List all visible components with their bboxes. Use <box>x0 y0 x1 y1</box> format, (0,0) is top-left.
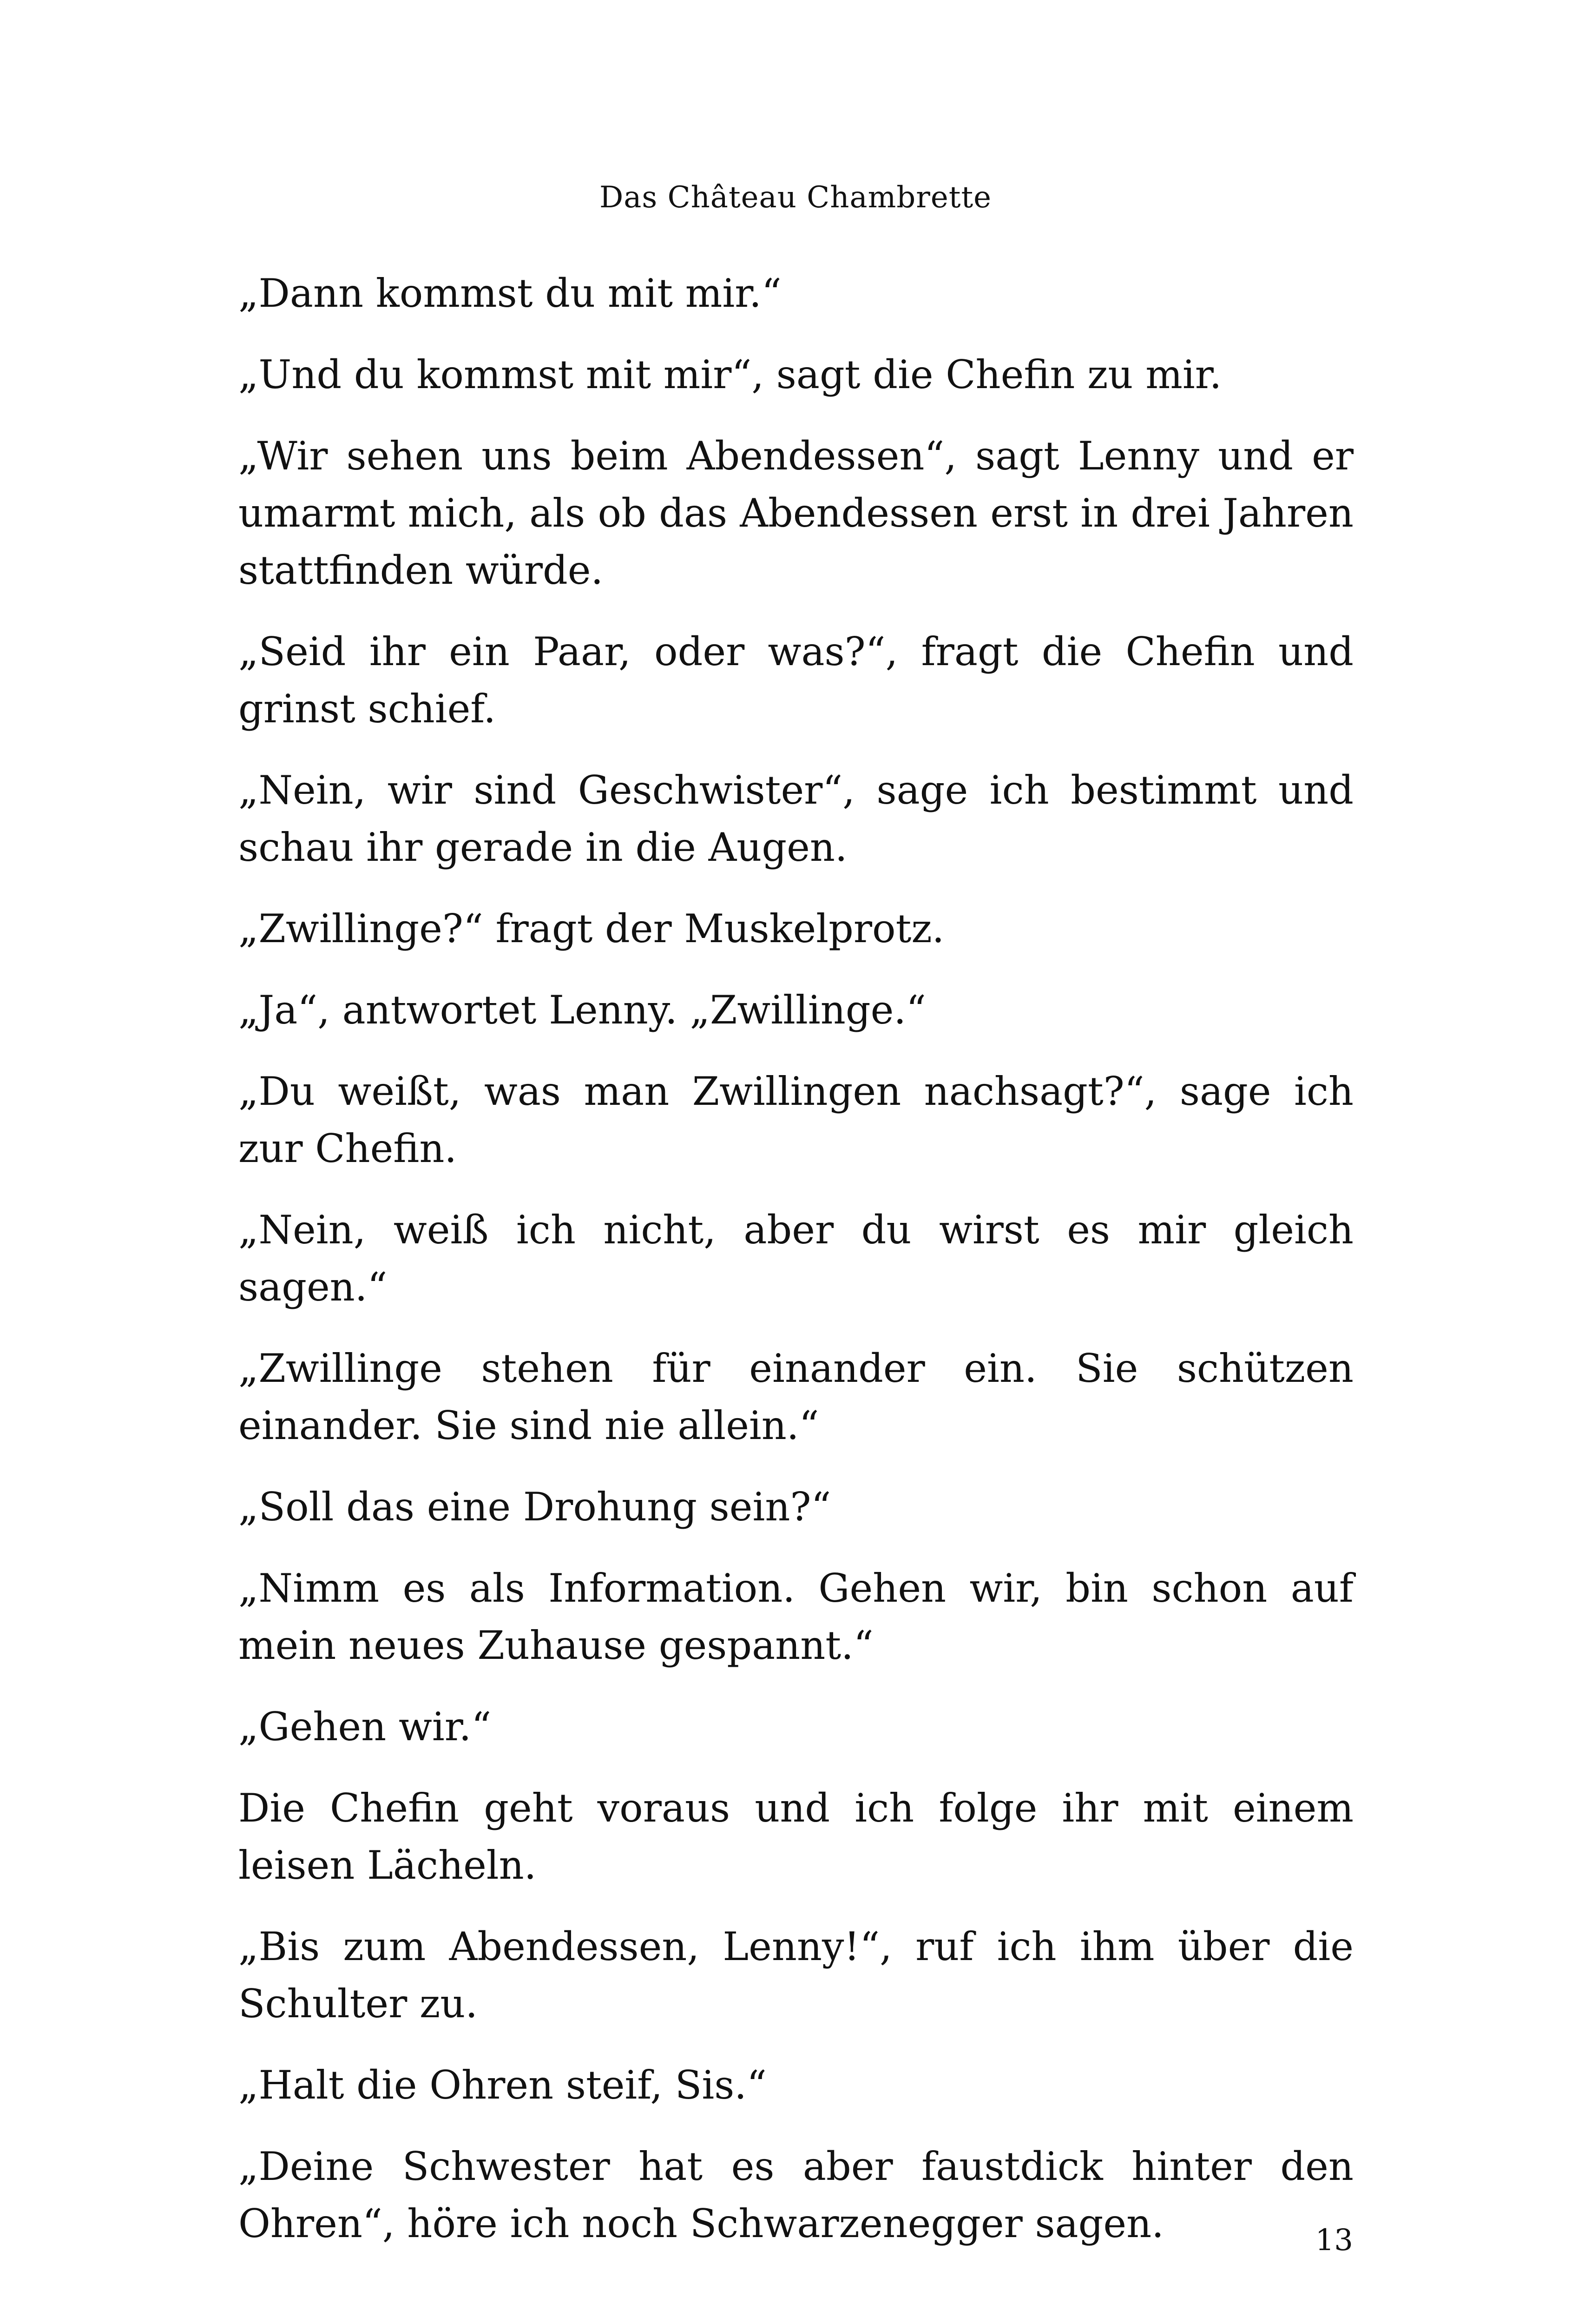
paragraph: „Nimm es als Information. Gehen wir, bin schon auf mein neues Zuhause gespannt.“ <box>238 1565 1354 1668</box>
paragraph: „Nein, weiß ich nicht, aber du wirst es mir gleich sagen.“ <box>238 1207 1354 1310</box>
paragraph: „Halt die Ohren steif, Sis.“ <box>238 2062 767 2108</box>
paragraph: „Wir sehen uns beim Abendessen“, sagt Lenny und er umarmt mich, als ob das Abendessen erst in drei Jahren stattfinden würde. <box>238 433 1354 593</box>
paragraph: „Zwillinge stehen für einander ein. Sie schützen einander. Sie sind nie allein.“ <box>238 1346 1354 1448</box>
paragraph: „Dann kommst du mit mir.“ <box>238 271 782 316</box>
paragraph: „Gehen wir.“ <box>238 1704 492 1750</box>
paragraph: Die Chefin geht voraus und ich folge ihr mit einem leisen Lächeln. <box>238 1785 1354 1888</box>
paragraph: „Seid ihr ein Paar, oder was?“, fragt die Chefin und grinst schief. <box>238 629 1354 732</box>
running-header: Das Château Chambrette <box>599 180 992 215</box>
page-number: 13 <box>1315 2223 1353 2258</box>
paragraph: „Du weißt, was man Zwillingen nachsagt?“, sage ich zur Chefin. <box>238 1069 1354 1171</box>
body-text <box>238 265 1354 2277</box>
paragraph: „Bis zum Abendessen, Lenny!“, ruf ich ihm über die Schulter zu. <box>238 1924 1354 2027</box>
paragraph: „Nein, wir sind Geschwister“, sage ich bestimmt und schau ihr gerade in die Augen. <box>238 767 1354 870</box>
paragraph: „Soll das eine Drohung sein?“ <box>238 1484 831 1530</box>
paragraph: „Ja“, antwortet Lenny. „Zwillinge.“ <box>238 987 926 1033</box>
paragraph: „Und du kommst mit mir“, sagt die Chefin zu mir. <box>238 352 1222 397</box>
paragraph: „Deine Schwester hat es aber faustdick hinter den Ohren“, höre ich noch Schwarzenegger sagen. <box>238 2144 1354 2246</box>
paragraph: „Zwillinge?“ fragt der Muskelprotz. <box>238 906 945 951</box>
